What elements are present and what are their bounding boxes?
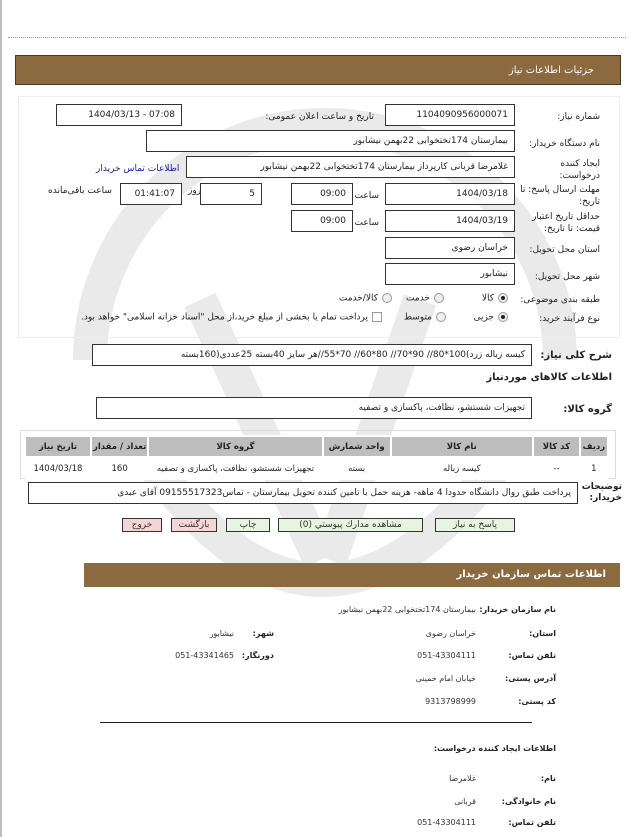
validity-label: حداقل تاریخ اعتبار قیمت: تا تاریخ: [532, 212, 600, 234]
cell-code: -- [533, 457, 580, 480]
goods-info-title: اطلاعات کالاهای موردنیاز [486, 372, 612, 383]
contact-divider [100, 722, 532, 723]
goods-group-label: گروه کالا: [563, 404, 612, 415]
col-row: ردیف [580, 436, 608, 457]
back-button[interactable]: بازگشت [171, 518, 217, 532]
cell-qty: 160 [91, 457, 148, 480]
contact-address-value: خیابان امام خمینی [415, 674, 476, 683]
category-option-both[interactable]: کالا/خدمت [339, 293, 392, 304]
contact-province-label: استان: [529, 629, 556, 638]
col-unit: واحد شمارش [323, 436, 391, 457]
creator-phone-label: تلفن تماس: [508, 818, 556, 827]
creator-label: ایجاد کننده درخواست: [559, 159, 600, 181]
page-header [15, 55, 621, 85]
cell-group: تجهیزات شستشو، نظافت، پاکسازی و تصفیه [148, 457, 322, 480]
remaining-time-label: ساعت باقی‌مانده [48, 186, 112, 196]
contact-phone-value: 051-43304111 [417, 651, 476, 660]
col-date: تاریخ نیاز [25, 436, 91, 457]
contact-postal-label: کد پستی: [518, 697, 556, 706]
validity-time-label: ساعت [354, 218, 379, 228]
days-remaining-field: 5 [200, 183, 262, 205]
buyer-contact-header [84, 563, 620, 587]
cell-name: کیسه زباله [391, 457, 533, 480]
buyer-contact-link[interactable]: اطلاعات تماس خریدار [96, 164, 180, 174]
table-row [25, 457, 608, 480]
city-label: شهر محل تحویل: [534, 272, 600, 282]
page-title: جزئیات اطلاعات نیاز [508, 65, 594, 76]
contact-province-value: خراسان رضوی [425, 629, 476, 638]
reply-to-need-button[interactable]: پاسخ به نیاز [435, 518, 515, 532]
creator-info-title: اطلاعات ایجاد کننده درخواست: [433, 744, 556, 753]
validity-date-field: 1404/03/19 [385, 210, 515, 232]
buyer-org-field: بیمارستان 174تختخوابی 22بهمن نیشابور [146, 130, 515, 152]
process-option-medium[interactable]: متوسط [404, 312, 446, 323]
exit-button[interactable]: خروج [122, 518, 162, 532]
radio-selected-icon[interactable] [498, 312, 508, 322]
radio-icon[interactable] [382, 293, 392, 303]
city-field: نیشابور [385, 263, 515, 285]
creator-field: غلامرضا قربانی کارپرداز بیمارستان 174تختخوابی 22بهمن نیشابور [186, 156, 515, 178]
contact-address-label: آدرس پستی: [505, 674, 556, 683]
need-number-field: 1104090956000071 [385, 104, 515, 126]
goods-group-field: تجهیزات شستشو، نظافت، پاکسازی و تصفیه [96, 397, 532, 419]
province-label: استان محل تحویل: [529, 245, 600, 255]
creator-name-label: نام: [540, 774, 556, 783]
buyer-contact-title: اطلاعات تماس سازمان خریدار [456, 569, 606, 580]
left-border [0, 0, 2, 837]
summary-label: شرح کلی نیاز: [540, 350, 612, 361]
radio-icon[interactable] [436, 312, 446, 322]
deadline-time-label: ساعت [354, 191, 379, 201]
days-label: روز [188, 186, 202, 196]
col-group: گروه کالا [148, 436, 322, 457]
buyer-notes-label: توضیحات خریدار: [581, 482, 622, 503]
contact-city-label: شهر: [252, 629, 274, 638]
deadline-date-field: 1404/03/18 [385, 183, 515, 205]
remaining-time-field: 01:41:07 [120, 183, 182, 205]
contact-phone-label: تلفن تماس: [508, 651, 556, 660]
need-number-label: شماره نیاز: [557, 112, 600, 122]
treasury-checkbox-option[interactable]: پرداخت تمام یا بخشی از مبلغ خرید،از محل "اسناد خزانه اسلامی" خواهد بود. [81, 312, 382, 323]
print-button[interactable]: چاپ [226, 518, 270, 532]
process-option-minor[interactable]: جزیی [473, 312, 508, 323]
col-qty: تعداد / مقدار [91, 436, 148, 457]
items-table [24, 435, 609, 480]
creator-phone-value: 051-43304111 [417, 818, 476, 827]
cell-row: 1 [580, 457, 608, 480]
col-code: کد کالا [533, 436, 580, 457]
creator-name-value: غلامرضا [449, 774, 476, 783]
contact-postal-value: 9313798999 [425, 697, 476, 706]
contact-fax-label: دورنگار: [241, 651, 274, 660]
process-label: نوع فرآیند خرید: [539, 314, 600, 324]
deadline-label: مهلت ارسال پاسخ: تا تاریخ: [520, 185, 600, 207]
category-option-service[interactable]: خدمت [406, 293, 444, 304]
buyer-org-label: نام دستگاه خریدار: [529, 139, 600, 149]
deadline-time-field: 09:00 [291, 183, 353, 205]
radio-icon[interactable] [434, 293, 444, 303]
province-field: خراسان رضوی [385, 237, 515, 259]
contact-org-label: نام سازمان خریدار: [479, 605, 556, 614]
col-name: نام کالا [391, 436, 533, 457]
dotted-divider [8, 37, 626, 38]
checkbox-icon[interactable] [372, 312, 382, 322]
creator-family-label: نام خانوادگی: [501, 797, 556, 806]
category-label: طبقه بندی موضوعی: [520, 295, 600, 305]
cell-date: 1404/03/18 [25, 457, 91, 480]
creator-family-value: قربانی [454, 797, 476, 806]
category-option-goods[interactable]: کالا [482, 293, 508, 304]
table-header-row [25, 436, 608, 457]
announce-field: 1404/03/13 - 07:08 [56, 104, 182, 126]
contact-org-value: بیمارستان 174تختخوابی 22بهمن نیشابور [338, 605, 476, 614]
view-attachments-button[interactable]: مشاهده مدارك پيوستي (0) [278, 518, 423, 532]
cell-unit: بسته [323, 457, 391, 480]
summary-field: کیسه زباله زرد)100*80// 90*70// 80*60// 70*55//هر سایز 40بسته 25عددی(160بسته [92, 344, 532, 366]
contact-fax-value: 051-43341465 [175, 651, 234, 660]
announce-label: تاریخ و ساعت اعلان عمومی: [265, 112, 374, 122]
buyer-notes-field: پرداخت طبق روال دانشگاه حدودا 4 ماهه- هزینه حمل با تامین کننده تحویل بیمارستان - تماس09155517323 آقای عبدی [28, 482, 578, 504]
radio-selected-icon[interactable] [498, 293, 508, 303]
validity-time-field: 09:00 [291, 210, 353, 232]
contact-city-value: نیشابور [209, 629, 234, 638]
